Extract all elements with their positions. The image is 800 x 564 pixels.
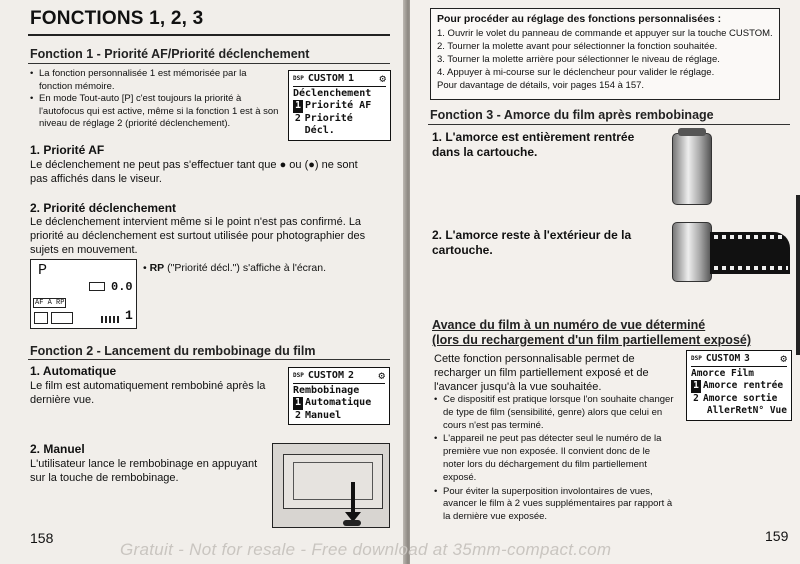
rewind-button-illustration: [272, 443, 390, 528]
fonction1-rule: [28, 63, 390, 64]
lcd-panel-illustration: [30, 259, 137, 329]
lcd-function-title: Déclenchement: [293, 87, 372, 99]
lcd-option-2: [691, 393, 787, 406]
lcd-option-label: Priorité AF: [305, 100, 372, 111]
dsp-label: DSP: [293, 75, 304, 83]
fonction1-sub2-title: 2. Priorité déclenchement: [30, 201, 177, 215]
lcd-option-2: [293, 113, 386, 138]
fonction1-bullets: [30, 68, 280, 131]
fonction3-rule: [428, 124, 790, 125]
cartridge-spool-top: [678, 128, 706, 136]
camera-panel: [293, 462, 373, 500]
page-number-right: 159: [765, 528, 789, 544]
procedure-title: Pour procéder au réglage des fonctions personnalisées :: [437, 13, 722, 25]
lcd-option-number: 2: [693, 392, 699, 404]
rp-note-bold: RP: [149, 262, 165, 274]
lcd-option-number: 1: [691, 380, 701, 393]
rp-note-text: ("Priorité décl.") s'affiche à l'écran.: [164, 262, 327, 274]
fonction1-sub2-text: Le déclenchement intervient même si le point n'est pas confirmé. La priorité au déclenchement est surtout utilisée pour photographier des sujets en mouvement.: [30, 216, 366, 256]
lcd-option-number: 2: [294, 112, 301, 124]
lcd-option-1: [293, 100, 386, 113]
fonction2-sub2-title: 2. Manuel: [30, 442, 85, 456]
avance-intro: Cette fonction personnalisable permet de recharger un film partiellement exposé et de l'avancer jusqu'à la vue souhaitée.: [434, 353, 649, 393]
panel-afrp: AF A RP: [35, 299, 65, 307]
procedure-more: Pour davantage de détails, voir pages 154 à 157.: [437, 80, 645, 91]
page-number-left: 158: [30, 530, 54, 546]
panel-eye-icon: [34, 312, 48, 324]
fonction2-heading: Fonction 2 - Lancement du rembobinage du film: [30, 344, 316, 358]
rp-note: • RP ("Priorité décl.") s'affiche à l'écran.: [143, 262, 327, 274]
procedure-step: 1. Ouvrir le volet du panneau de commande et appuyer sur la touche CUSTOM.: [437, 28, 773, 39]
lcd-custom-number: 3: [744, 353, 750, 364]
panel-signal-icon: [101, 316, 121, 323]
gear-icon: ⚙: [379, 72, 386, 85]
lcd-option-2: [293, 410, 385, 423]
fonction1-heading: Fonction 1 - Priorité AF/Priorité déclenchement: [30, 47, 310, 61]
gear-icon: ⚙: [378, 369, 385, 382]
procedure-step: 4. Appuyer à mi-course sur le déclencheur pour valider le réglage.: [437, 67, 715, 78]
title-rule: [28, 34, 390, 36]
watermark: Gratuit - Not for resale - Free download at 35mm-compact.com: [120, 540, 612, 559]
lcd-header: [293, 370, 385, 384]
lcd-option-label: Automatique: [305, 397, 372, 408]
lcd-header: [691, 353, 787, 367]
avance-heading-2: (lors du rechargement d'un film partiellement exposé): [432, 333, 752, 347]
fonction3-heading: Fonction 3 - Amorce du film après rembobinage: [430, 108, 714, 122]
custom3-lcd: [686, 350, 792, 421]
panel-mode: P: [38, 262, 48, 279]
procedure-step: 3. Tourner la molette arrière pour sélectionner le niveau de réglage.: [437, 54, 720, 65]
edge-tab: [796, 195, 800, 355]
custom1-lcd: [288, 70, 391, 141]
right-page: [410, 0, 800, 564]
dsp-label: DSP: [691, 355, 702, 363]
fonction1-bullet: • En mode Tout-auto [P] c'est toujours la priorité à l'autofocus qui est active, même si la fonction 1 est à son niveau de réglage 2 (priorité déclenchement).: [30, 93, 280, 131]
film-perforations-bottom: [714, 266, 788, 270]
lcd-option-label: Manuel: [305, 409, 342, 421]
fonction3-option-1: 1. L'amorce est entièrement rentrée dans la cartouche.: [432, 130, 635, 159]
rewind-button: [343, 520, 361, 526]
fonction3-option-2: 2. L'amorce reste à l'extérieur de la cartouche.: [432, 228, 632, 257]
lcd-option-1: [691, 380, 787, 393]
procedure-step: 2. Tourner la molette avant pour sélectionner la fonction souhaitée.: [437, 41, 718, 52]
procedure-box: [430, 8, 780, 100]
film-cartridge-leader-out: [672, 222, 712, 282]
lcd-option-label: Priorité Décl.: [304, 112, 353, 136]
lcd-option-label: Amorce rentrée: [703, 380, 784, 391]
lcd-custom-number: 2: [347, 370, 354, 381]
fonction2-sub2-text: L'utilisateur lance le rembobinage en appuyant sur la touche de rembobinage.: [30, 458, 258, 484]
arrow-shaft: [351, 482, 355, 514]
lcd-header: [293, 73, 386, 87]
panel-count: 1: [125, 308, 133, 323]
fonction2-sub1-text: Le film est automatiquement rembobiné après la dernière vue.: [30, 380, 266, 406]
avance-bullet: • Pour éviter la superposition involontaires de vues, avancer le film à 2 vues supplémentaires par rapport à la dernière vue exposée.: [434, 486, 674, 524]
lcd-option-number: 1: [294, 100, 302, 111]
lcd-option-1: [293, 397, 385, 410]
film-perforations-top: [714, 235, 784, 239]
fonction1-sub1-title: 1. Priorité AF: [30, 143, 105, 157]
lcd-custom-label: CUSTOM: [307, 370, 344, 381]
lcd-option-label: Amorce sortie: [703, 392, 778, 404]
fonction1-sub1-text: Le déclenchement ne peut pas s'effectuer tant que ● ou (●) ne sont pas affichés dans le viseur.: [30, 159, 358, 185]
page-title: FONCTIONS 1, 2, 3: [30, 8, 204, 29]
lcd-option-number: 1: [294, 397, 302, 408]
avance-bullets: [434, 394, 674, 524]
lcd-custom-label: CUSTOM: [307, 73, 344, 84]
lcd-function-title: Amorce Film: [691, 367, 754, 379]
lcd-custom-label: CUSTOM: [705, 353, 741, 364]
lcd-custom-number: 1: [347, 73, 354, 84]
avance-bullet: • Ce dispositif est pratique lorsque l'on souhaite changer de type de film (sensibilité, genre) alors que celui en cours n'est pas terminé.: [434, 394, 674, 432]
panel-frame-icon: [51, 312, 73, 324]
fonction2-sub1-title: 1. Automatique: [30, 364, 117, 378]
fonction1-bullet: • La fonction personnalisée 1 est mémorisée par la fonction mémoire.: [30, 68, 280, 93]
fonction2-rule: [28, 359, 390, 360]
custom2-lcd: [288, 367, 390, 425]
avance-heading-1: Avance du film à un numéro de vue déterminé: [432, 318, 706, 332]
panel-ev: 0.0: [111, 280, 133, 294]
lcd-option-number: 2: [294, 409, 302, 421]
gear-icon: ⚙: [780, 352, 787, 365]
lcd-function-title: Rembobinage: [293, 384, 360, 396]
dsp-label: DSP: [293, 372, 304, 380]
film-cartridge-retracted: [672, 133, 712, 205]
panel-battery-icon: [89, 282, 105, 291]
avance-bullet: • L'appareil ne peut pas détecter seul le numéro de la première vue non exposée. Il convient donc de le noter lors du déchargement du film partiellement exposé.: [434, 433, 674, 484]
lcd-option-3: AllerRetN° Vue: [706, 405, 787, 416]
